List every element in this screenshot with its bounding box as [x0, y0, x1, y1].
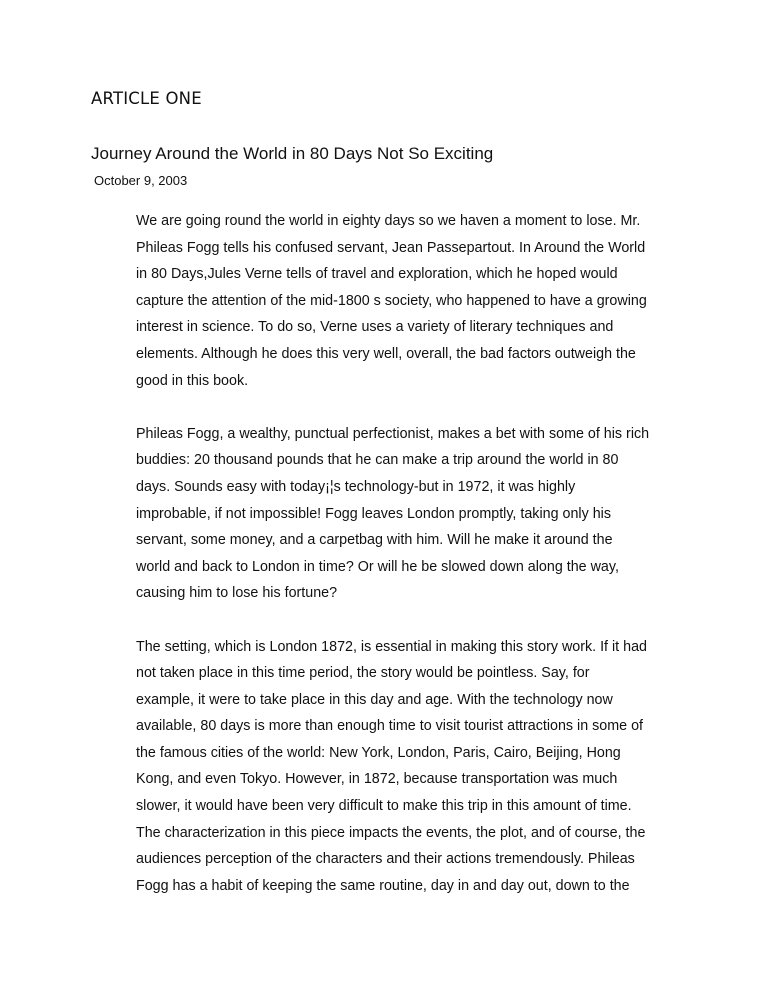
text-line: world and back to London in time? Or will he be slowed down along the way, — [136, 558, 619, 575]
article-title: Journey Around the World in 80 Days Not So Exciting — [91, 144, 494, 163]
text-line: causing him to lose his fortune? — [136, 585, 338, 602]
text-line: days. Sounds easy with today¡¦s technology-but in 1972, it was highly — [136, 478, 576, 495]
text-line: interest in science. To do so, Verne uses a variety of literary techniques and — [136, 319, 614, 336]
text-line: servant, some money, and a carpetbag with him. Will he make it around the — [136, 532, 613, 549]
text-line: Kong, and even Tokyo. However, in 1872, because transportation was much — [136, 771, 618, 788]
text-line: We are going round the world in eighty days so we haven a moment to lose. Mr. — [136, 213, 641, 229]
text-line: Fogg has a habit of keeping the same routine, day in and day out, down to the — [136, 877, 630, 894]
text-line: buddies: 20 thousand pounds that he can make a trip around the world in 80 — [136, 452, 619, 469]
text-line: improbable, if not impossible! Fogg leaves London promptly, taking only his — [136, 505, 611, 522]
article-date: October 9, 2003 — [94, 173, 188, 188]
text-line: The setting, which is London 1872, is essential in making this story work. If it had — [136, 638, 647, 655]
text-line: the famous cities of the world: New York, London, Paris, Cairo, Beijing, Hong — [136, 744, 621, 761]
text-line: elements. Although he does this very well, overall, the bad factors outweigh the — [136, 345, 636, 362]
text-line: good in this book. — [136, 372, 249, 389]
text-line: example, it were to take place in this day and age. With the technology now — [136, 691, 613, 708]
paragraph-setting — [136, 634, 696, 900]
text-line: Phileas Fogg, a wealthy, punctual perfectionist, makes a bet with some of his rich — [136, 425, 650, 442]
text-line: in 80 Days,Jules Verne tells of travel and exploration, which he hoped would — [136, 266, 618, 283]
text-line: audiences perception of the characters and their actions tremendously. Phileas — [136, 851, 635, 868]
article-body — [136, 208, 696, 926]
text-line: not taken place in this time period, the story would be pointless. Say, for — [136, 665, 590, 682]
text-line: The characterization in this piece impacts the events, the plot, and of course, the — [136, 824, 646, 841]
text-line: Phileas Fogg tells his confused servant, Jean Passepartout. In Around the World — [136, 239, 646, 256]
text-line: available, 80 days is more than enough time to visit tourist attractions in some of — [136, 718, 644, 735]
text-line: slower, it would have been very difficult to make this trip in this amount of time. — [136, 798, 632, 815]
text-line: capture the attention of the mid-1800 s society, who happened to have a growing — [136, 292, 647, 309]
paragraph-intro — [136, 208, 696, 394]
article-heading: ARTICLE ONE — [91, 89, 202, 108]
paragraph-summary — [136, 421, 696, 607]
